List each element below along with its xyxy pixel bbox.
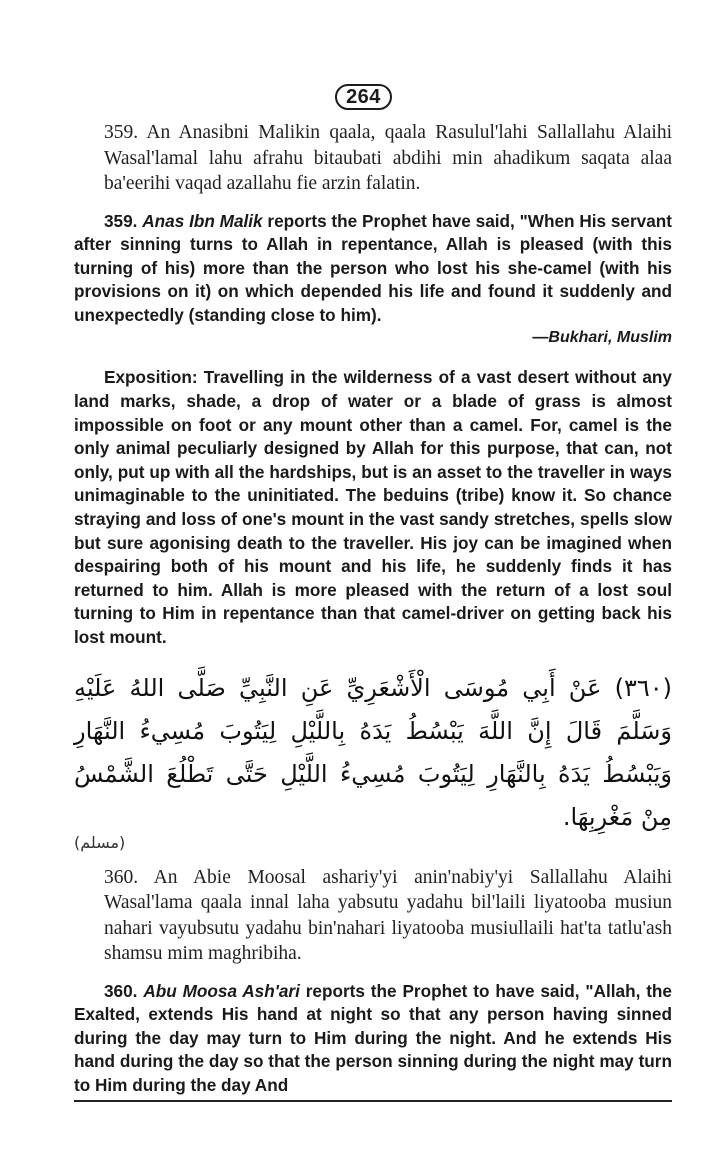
hadith-359-source: —Bukhari, Muslim bbox=[532, 329, 672, 347]
hadith-360-translation bbox=[74, 980, 672, 1098]
hadith-359-narrator: Anas Ibn Malik bbox=[142, 210, 263, 231]
hadith-360-narrator: Abu Moosa Ash'ari bbox=[143, 980, 300, 1001]
page-number-container bbox=[0, 84, 727, 110]
hadith-360-transliteration: 360. An Abie Moosal ashariy'yi anin'nabiy'yi Sallallahu Alaihi Wasal'lama qaala innal laha yabsutu yadahu bil'laili liyatooba musiun nahari vayubsutu yadahu bin'nahari liyatooba musiullaili hat'ta tatlu'ash shamsu mim maghribiha. bbox=[104, 866, 672, 965]
exposition-label: Exposition: bbox=[104, 367, 198, 388]
hadith-360-translation-text: reports the Prophet to have said, "Allah, the Exalted, extends His hand at night so that any person having sinned during the day may turn to Him during the night. And he extends His hand during the day so that the person sinning during the night may turn to Him during the day And bbox=[74, 980, 672, 1095]
hadith-359-transliteration: 359. An Anasibni Malikin qaala, qaala Rasulul'lahi Sallallahu Alaihi Wasal'lamal lahu afrahu bitaubati abdihi min ahadikum saqata alaa ba'eerihi vaqad azallahu fie arzin falatin. bbox=[104, 122, 672, 194]
hadith-359-translation-text: reports the Prophet have said, "When His servant after sinning turns to Allah in repentance, Allah is pleased (with this turning of his) more than the person who lost his she-camel (with his provisions on it) on which depended his life and found it suddenly and unexpectedly (standing close to him). bbox=[74, 210, 672, 325]
hadith-359-translation bbox=[74, 210, 672, 328]
page-number: 264 bbox=[335, 84, 392, 110]
bottom-rule bbox=[74, 1100, 672, 1102]
hadith-360-arabic: (٣٦٠) عَنْ أَبِي مُوسَى الْأَشْعَرِيِّ عَنِ النَّبِيِّ صَلَّى اللهُ عَلَيْهِ وَسَلَّمَ قَالَ إِنَّ اللَّهَ يَبْسُطُ يَدَهُ بِاللَّيْلِ لِيَتُوبَ مُسِيءُ النَّهَارِ وَيَبْسُطُ يَدَهُ بِالنَّهَارِ لِيَتُوبَ مُسِيءُ اللَّيْلِ حَتَّى تَطْلُعَ الشَّمْسُ مِنْ مَغْرِبِهَا. bbox=[74, 673, 672, 831]
hadith-359-number: 359. bbox=[104, 210, 138, 231]
exposition-text: Travelling in the wilderness of a vast desert without any land marks, shade, a drop of water or a blade of grass is almost impossible on foot or any mount other than a camel. For, camel is the only animal peculiarly designed by Allah for this purpose, that can, not only, put up with all the hardships, but is an asset to the traveller in ways unimaginable to the uninitiated. The beduins (tribe) know it. So chance straying and loss of one's mount in the vast sandy stretches, spells slow but sure agonising death to the traveller. His joy can be imagined when despairing both of his mount and his life, he suddenly finds it has returned to him. Allah is more pleased with the return of a lost soul turning to Him in repentance than that camel-driver on getting back his lost mount. bbox=[74, 367, 672, 647]
hadith-360-arabic-source: (مسلم) bbox=[74, 832, 126, 852]
page-body bbox=[74, 120, 672, 1098]
hadith-360-number: 360. bbox=[104, 980, 138, 1001]
exposition-paragraph bbox=[74, 366, 672, 649]
